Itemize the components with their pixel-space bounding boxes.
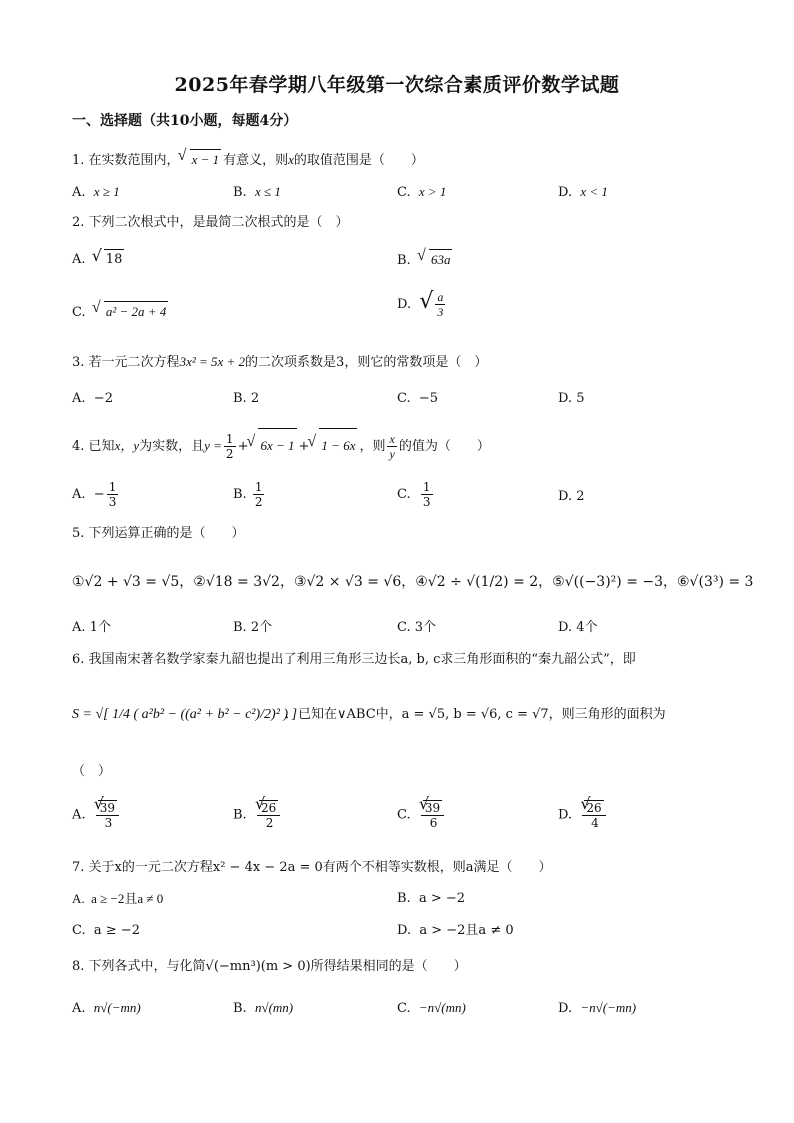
option-letter: B. bbox=[233, 487, 247, 502]
option-value: x < 1 bbox=[580, 184, 608, 199]
option-value: 5 bbox=[576, 391, 585, 406]
q7-option-b[interactable] bbox=[397, 889, 465, 909]
option-value: −2 bbox=[93, 391, 113, 406]
q8-option-a[interactable] bbox=[72, 998, 141, 1019]
denominator: 3 bbox=[108, 495, 117, 509]
question-7: 7. 关于x的一元二次方程x² − 4x − 2a = 0有两个不相等实数根，则a满足（ ） bbox=[72, 860, 552, 875]
numerator: 1 bbox=[254, 480, 263, 494]
denominator: 3 bbox=[437, 305, 444, 319]
q1-option-b[interactable] bbox=[233, 182, 281, 203]
option-letter: A. bbox=[72, 891, 85, 906]
question-text: 在实数范围内， bbox=[88, 153, 180, 168]
q5-option-a[interactable] bbox=[72, 618, 111, 638]
fraction bbox=[387, 432, 396, 461]
q4-option-c[interactable] bbox=[397, 480, 435, 509]
option-letter: B. bbox=[397, 253, 411, 268]
equation: 3x² = 5x + 2 bbox=[179, 354, 246, 369]
q5-option-d[interactable] bbox=[558, 618, 598, 638]
option-letter: D. bbox=[558, 489, 573, 504]
radicand: a² − 2a + 4 bbox=[104, 301, 168, 322]
q5-option-c[interactable] bbox=[397, 618, 436, 638]
question-5: 5. 下列运算正确的是（ ） bbox=[72, 526, 245, 541]
q3-option-a[interactable] bbox=[72, 389, 113, 409]
option-letter: C. bbox=[397, 185, 411, 200]
option-letter: D. bbox=[558, 807, 573, 823]
question-1 bbox=[72, 149, 732, 171]
q5-option-b[interactable] bbox=[233, 618, 272, 638]
option-letter: C. bbox=[397, 620, 411, 635]
option-value: 2个 bbox=[250, 620, 273, 635]
sqrt-expression bbox=[94, 301, 168, 322]
option-letter: B. bbox=[233, 620, 247, 635]
sqrt-expression bbox=[94, 249, 125, 270]
q1-option-d[interactable] bbox=[558, 182, 608, 203]
question-number: 3. bbox=[72, 355, 85, 370]
question-number: 1. bbox=[72, 153, 85, 168]
option-value: a ≥ −2且a ≠ 0 bbox=[91, 891, 164, 906]
option-value: x > 1 bbox=[418, 184, 447, 199]
option-value: a > −2且a ≠ 0 bbox=[419, 923, 514, 938]
radicand: 63a bbox=[429, 249, 453, 270]
fraction bbox=[435, 290, 445, 319]
numerator: 1 bbox=[225, 432, 234, 446]
question-number: 4. bbox=[72, 439, 85, 454]
option-letter: C. bbox=[72, 305, 86, 320]
denominator: 6 bbox=[429, 816, 438, 830]
fraction bbox=[421, 480, 433, 509]
equation: y = bbox=[204, 438, 222, 453]
sqrt-expression bbox=[248, 428, 296, 463]
q1-option-a[interactable] bbox=[72, 182, 120, 203]
q8-option-b[interactable] bbox=[233, 998, 293, 1019]
question-3 bbox=[72, 352, 732, 373]
radicand: 6x − 1 bbox=[258, 428, 296, 463]
option-letter: C. bbox=[397, 807, 411, 823]
option-letter: D. bbox=[558, 1001, 573, 1016]
denominator: 2 bbox=[225, 447, 234, 461]
numerator: 1 bbox=[108, 480, 117, 494]
section-heading: 一、选择题（共10小题，每题4分） bbox=[72, 113, 298, 129]
fraction bbox=[421, 800, 446, 830]
question-text: 的取值范围是（ ） bbox=[293, 153, 424, 168]
option-value: 2 bbox=[250, 391, 260, 406]
q4-option-d[interactable] bbox=[558, 487, 585, 507]
question-text: 已知 bbox=[88, 439, 115, 454]
q2-option-c[interactable] bbox=[72, 301, 170, 323]
question-4: 4. 已知x，y为实数，且y = $\frac{1}{2}$ +√ 6x − 1 +√ 1 − 6x ，则 $\frac{x}{y}$ 的值为（ ） bbox=[72, 428, 732, 464]
option-letter: C. bbox=[397, 391, 411, 406]
q4-option-a[interactable] bbox=[72, 480, 120, 509]
denominator: 2 bbox=[254, 495, 263, 509]
question-6: 6. 我国南宋著名数学家秦九韶也提出了利用三角形三边长a, b, c求三角形面积的“秦九韶公式”，即 bbox=[72, 652, 636, 667]
option-letter: C. bbox=[72, 923, 86, 938]
sign: − bbox=[93, 487, 105, 502]
denominator: y bbox=[389, 447, 395, 461]
option-letter: A. bbox=[72, 620, 86, 635]
exam-title: 2025年春学期八年级第一次综合素质评价数学试题 bbox=[174, 74, 620, 96]
numerator: x bbox=[389, 432, 395, 446]
fraction bbox=[257, 800, 282, 830]
option-value: −n√(−mn) bbox=[580, 1000, 637, 1015]
q3-option-c[interactable] bbox=[397, 389, 438, 409]
option-letter: A. bbox=[72, 1001, 86, 1016]
q6-option-b[interactable] bbox=[233, 800, 284, 830]
q4-option-b[interactable] bbox=[233, 480, 266, 509]
variables: x，y bbox=[114, 438, 140, 453]
radicand: 26 bbox=[586, 801, 602, 815]
q8-option-d[interactable] bbox=[558, 998, 636, 1019]
fraction bbox=[224, 432, 236, 461]
denominator: 4 bbox=[591, 816, 599, 830]
option-letter: A. bbox=[72, 807, 86, 823]
option-value: x ≥ 1 bbox=[93, 184, 120, 199]
q6-option-d[interactable] bbox=[558, 800, 610, 830]
option-letter: A. bbox=[72, 391, 86, 406]
qin-jiushao-formula: S = √[ 1/4 ( a²b² − ((a² + b² − c²)/2)² ) ] bbox=[72, 707, 298, 722]
option-letter: A. bbox=[72, 185, 86, 200]
option-letter: B. bbox=[397, 891, 411, 906]
option-value: 3个 bbox=[414, 620, 437, 635]
option-value: −n√(mn) bbox=[418, 1000, 466, 1015]
denominator: 2 bbox=[265, 816, 274, 830]
denominator: 3 bbox=[422, 495, 431, 509]
radicand: x − 1 bbox=[190, 149, 222, 170]
option-letter: B. bbox=[233, 185, 247, 200]
variable: x bbox=[288, 152, 294, 167]
numerator: 1 bbox=[422, 480, 431, 494]
option-value: a ≥ −2 bbox=[93, 923, 140, 938]
numerator: a bbox=[437, 290, 444, 304]
q5-statements: ①√2 + √3 = √5，②√18 = 3√2，③√2 × √3 = √6，④√2 ÷ √(1/2) = 2，⑤√((−3)²) = −3，⑥√(3³) = 3 bbox=[72, 574, 754, 590]
question-text: 若一元二次方程 bbox=[88, 355, 180, 370]
q2-option-d[interactable] bbox=[397, 290, 447, 319]
fraction bbox=[107, 480, 119, 509]
radicand: 18 bbox=[104, 249, 125, 270]
option-letter: B. bbox=[233, 807, 247, 823]
question-8: 8. 下列各式中，与化简√(−mn³)(m > 0)所得结果相同的是（ ） bbox=[72, 959, 467, 974]
question-text: ，则 bbox=[359, 439, 386, 454]
option-letter: C. bbox=[397, 1001, 411, 1016]
q3-option-b[interactable] bbox=[233, 389, 259, 409]
question-text: 的二次项系数是3，则它的常数项是（ ） bbox=[245, 355, 488, 370]
radicand: 26 bbox=[260, 801, 277, 815]
q1-option-c[interactable] bbox=[397, 182, 446, 203]
numerator bbox=[582, 800, 605, 816]
q6-condition: ．已知在∨ABC中，a = √5, b = √6, c = √7，则三角形的面积为 bbox=[285, 707, 666, 722]
radicand: 39 bbox=[424, 801, 441, 815]
option-letter: A. bbox=[72, 487, 86, 502]
option-letter: C. bbox=[397, 487, 411, 502]
question-text: 的值为（ ） bbox=[398, 439, 490, 454]
q6-option-a[interactable] bbox=[72, 800, 123, 830]
question-2: 2. 下列二次根式中，是最简二次根式的是（ ） bbox=[72, 215, 349, 230]
q6-option-c[interactable] bbox=[397, 800, 448, 830]
option-letter: D. bbox=[558, 185, 573, 200]
q2-option-a[interactable] bbox=[72, 249, 126, 270]
fraction bbox=[582, 800, 607, 830]
option-value: −5 bbox=[418, 391, 439, 406]
option-value: n√(−mn) bbox=[93, 1000, 141, 1015]
radicand: 39 bbox=[99, 801, 116, 815]
question-text: 有意义，则 bbox=[223, 153, 289, 168]
numerator bbox=[257, 800, 280, 816]
sqrt-expression bbox=[309, 428, 357, 463]
q8-option-c[interactable] bbox=[397, 998, 466, 1019]
q7-option-d[interactable] bbox=[397, 921, 514, 941]
q6-answer-paren: （ ） bbox=[72, 764, 112, 779]
option-letter: D. bbox=[558, 391, 573, 406]
fraction bbox=[253, 480, 265, 509]
option-value: 1个 bbox=[89, 620, 111, 635]
option-letter: B. bbox=[233, 391, 247, 406]
option-value: 4个 bbox=[576, 620, 598, 635]
option-value: x ≤ 1 bbox=[254, 184, 281, 199]
option-letter: A. bbox=[72, 252, 86, 267]
denominator: 3 bbox=[104, 816, 113, 830]
fraction bbox=[96, 800, 121, 830]
numerator bbox=[96, 800, 119, 816]
option-value: n√(mn) bbox=[254, 1000, 294, 1015]
q2-option-b[interactable] bbox=[397, 249, 454, 271]
option-letter: D. bbox=[558, 620, 573, 635]
question-text: 为实数，且 bbox=[139, 439, 205, 454]
sqrt-expression bbox=[419, 249, 453, 270]
sqrt-sign: √ bbox=[419, 289, 434, 314]
q3-option-d[interactable] bbox=[558, 389, 585, 409]
option-letter: D. bbox=[397, 923, 412, 938]
radicand: 1 − 6x bbox=[319, 428, 357, 463]
q7-option-a[interactable] bbox=[72, 889, 163, 909]
option-letter: B. bbox=[233, 1001, 247, 1016]
numerator bbox=[421, 800, 444, 816]
option-value: 2 bbox=[576, 489, 585, 504]
option-value: a > −2 bbox=[418, 891, 466, 906]
option-letter: D. bbox=[397, 297, 412, 312]
q7-option-c[interactable] bbox=[72, 921, 140, 941]
sqrt-expression bbox=[180, 149, 222, 170]
